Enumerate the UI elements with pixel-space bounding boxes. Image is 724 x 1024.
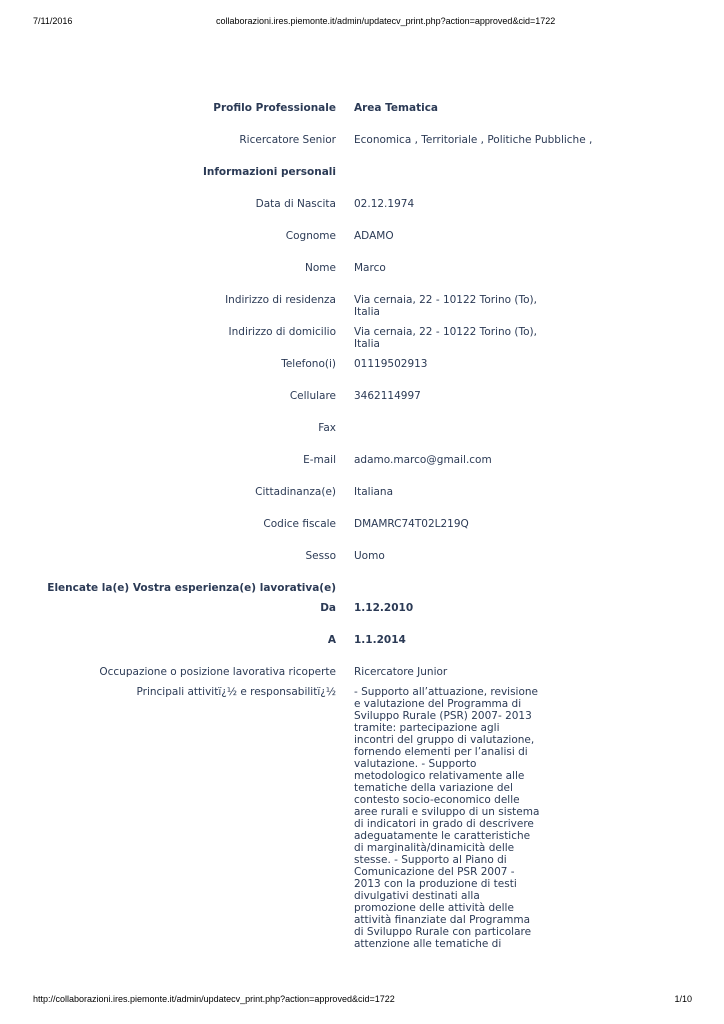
field-value: Italiana (354, 486, 394, 498)
field-label: Cellulare (289, 390, 336, 402)
field-value: 01119502913 (354, 358, 428, 370)
occupazione-row (0, 666, 724, 678)
field-value: Via cernaia, 22 - 10122 Torino (To), Italia (354, 294, 537, 318)
field-value: DMAMRC74T02L219Q (354, 518, 469, 530)
print-header (0, 16, 724, 28)
profilo-value-row (0, 134, 724, 146)
field-label: Codice fiscale (263, 518, 336, 530)
field-row (0, 518, 724, 530)
experience-da-row (0, 602, 724, 614)
field-value: Marco (354, 262, 386, 274)
field-label: Nome (305, 262, 336, 274)
profilo-value: Ricercatore Senior (239, 134, 336, 146)
field-label: Indirizzo di residenza (225, 294, 336, 306)
occupazione-value: Ricercatore Junior (354, 666, 448, 678)
field-row (0, 326, 724, 350)
a-label: A (327, 634, 336, 646)
experience-heading-row (0, 582, 724, 594)
occupazione-label: Occupazione o posizione lavorativa ricoperte (99, 666, 336, 678)
attivita-row (0, 686, 724, 950)
field-row (0, 230, 724, 242)
field-row (0, 198, 724, 210)
profilo-label: Profilo Professionale (213, 102, 336, 114)
field-label: Fax (318, 422, 336, 434)
field-row (0, 550, 724, 562)
field-row (0, 358, 724, 370)
field-label: Sesso (305, 550, 336, 562)
field-row (0, 390, 724, 402)
field-label: Indirizzo di domicilio (228, 326, 336, 338)
field-label: Cognome (285, 230, 336, 242)
field-label: Telefono(i) (281, 358, 336, 370)
personal-info-heading: Informazioni personali (202, 166, 336, 178)
field-row (0, 422, 724, 434)
field-row (0, 454, 724, 466)
area-tematica-value: Economica , Territoriale , Politiche Pubbliche , (354, 134, 593, 146)
profilo-heading-row (0, 102, 724, 114)
da-value: 1.12.2010 (354, 602, 414, 614)
field-value: 3462114997 (354, 390, 421, 402)
cv-document (0, 102, 724, 970)
field-value: Via cernaia, 22 - 10122 Torino (To), Italia (354, 326, 537, 350)
da-label: Da (320, 602, 336, 614)
field-value: Uomo (354, 550, 385, 562)
attivita-label: Principali attivitï¿½ e responsabilitï¿½ (136, 686, 336, 698)
field-value: ADAMO (354, 230, 394, 242)
field-row (0, 486, 724, 498)
attivita-value: - Supporto all’attuazione, revisione e valutazione del Programma di Sviluppo Rurale (PSR) 2007- 2013 tramite: partecipazione agli incontri del gruppo di valutazione, fornendo elementi per l’analisi di valutazione. - Supporto metodologico relativamente alle tematiche della variazione del contesto socio-economico delle aree rurali e sviluppo di un sistema di indicatori in grado di descrivere adeguatamente le caratteristiche di marginalità/dinamicità delle stesse. - Supporto al Piano di Comunicazione del PSR 2007 - 2013 con la produzione di testi divulgativi destinati alla promozione delle attività delle attività finanziate dal Programma di Sviluppo Rurale con particolare attenzione alle tematiche di (354, 686, 540, 950)
personal-heading-row (0, 166, 724, 178)
field-value (354, 422, 544, 434)
print-footer-url: http://collaborazioni.ires.piemonte.it/admin/updatecv_print.php?action=approved&cid=1722 (33, 994, 395, 1004)
print-header-url: collaborazioni.ires.piemonte.it/admin/updatecv_print.php?action=approved&cid=1722 (216, 16, 556, 26)
field-label: Data di Nascita (255, 198, 336, 210)
page-number: 1/10 (674, 994, 692, 1004)
field-row (0, 294, 724, 318)
field-label: E-mail (303, 454, 336, 466)
experience-heading: Elencate la(e) Vostra esperienza(e) lavorativa(e) (47, 582, 336, 594)
print-date: 7/11/2016 (33, 16, 73, 26)
field-value: adamo.marco@gmail.com (354, 454, 492, 466)
field-label: Cittadinanza(e) (255, 486, 336, 498)
print-footer (0, 994, 724, 1006)
field-value: 02.12.1974 (354, 198, 415, 210)
area-tematica-label: Area Tematica (354, 102, 439, 114)
a-value: 1.1.2014 (354, 634, 406, 646)
experience-a-row (0, 634, 724, 646)
field-row (0, 262, 724, 274)
